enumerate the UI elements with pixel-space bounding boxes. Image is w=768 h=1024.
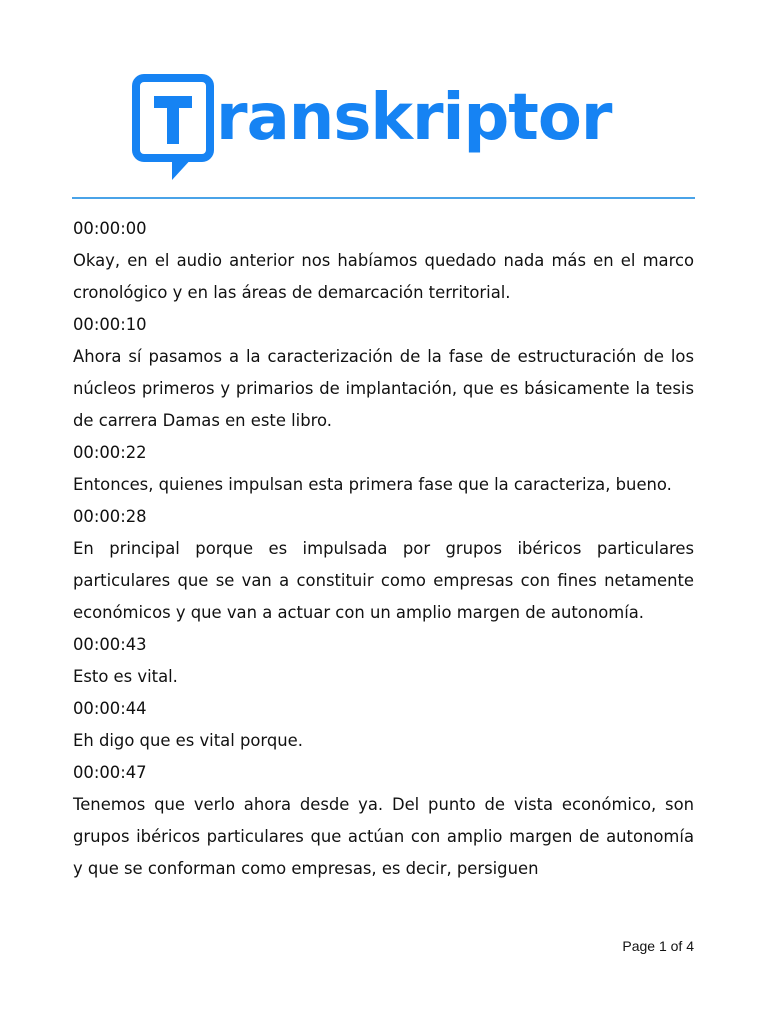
- transcript-paragraph: Eh digo que es vital porque.: [73, 731, 303, 750]
- transcript-paragraph: Esto es vital.: [73, 667, 178, 686]
- transcript-paragraph: Okay, en el audio anterior nos habíamos quedado nada más en el marco cronológico y en las áreas de demarcación territorial.: [73, 251, 694, 302]
- transkriptor-logo: [132, 74, 652, 184]
- transcript-paragraph: Ahora sí pasamos a la caracterización de la fase de estructuración de los núcleos primeros y primarios de implantación, que es básicamente la tesis de carrera Damas en este libro.: [73, 347, 694, 430]
- timestamp: 00:00:47: [73, 763, 147, 782]
- timestamp: 00:00:22: [73, 443, 147, 462]
- timestamp: 00:00:44: [73, 699, 147, 718]
- transcript-body: [73, 213, 694, 885]
- logo-wordmark: ranskriptor: [216, 81, 612, 155]
- timestamp: 00:00:28: [73, 507, 147, 526]
- logo-speech-bubble-icon: [132, 74, 216, 182]
- timestamp: 00:00:00: [73, 219, 147, 238]
- page-number: Page 1 of 4: [622, 938, 694, 954]
- transcript-paragraph: Tenemos que verlo ahora desde ya. Del punto de vista económico, son grupos ibéricos particulares que actúan con amplio margen de autonomía y que se conforman como empresas, es decir, persiguen: [73, 795, 694, 878]
- timestamp: 00:00:10: [73, 315, 147, 334]
- transcript-paragraph: En principal porque es impulsada por grupos ibéricos particulares particulares que se van a constituir como empresas con fines netamente económicos y que van a actuar con un amplio margen de autonomía.: [73, 539, 694, 622]
- transcript-paragraph: Entonces, quienes impulsan esta primera fase que la caracteriza, bueno.: [73, 475, 672, 494]
- header-divider: [72, 197, 695, 199]
- timestamp: 00:00:43: [73, 635, 147, 654]
